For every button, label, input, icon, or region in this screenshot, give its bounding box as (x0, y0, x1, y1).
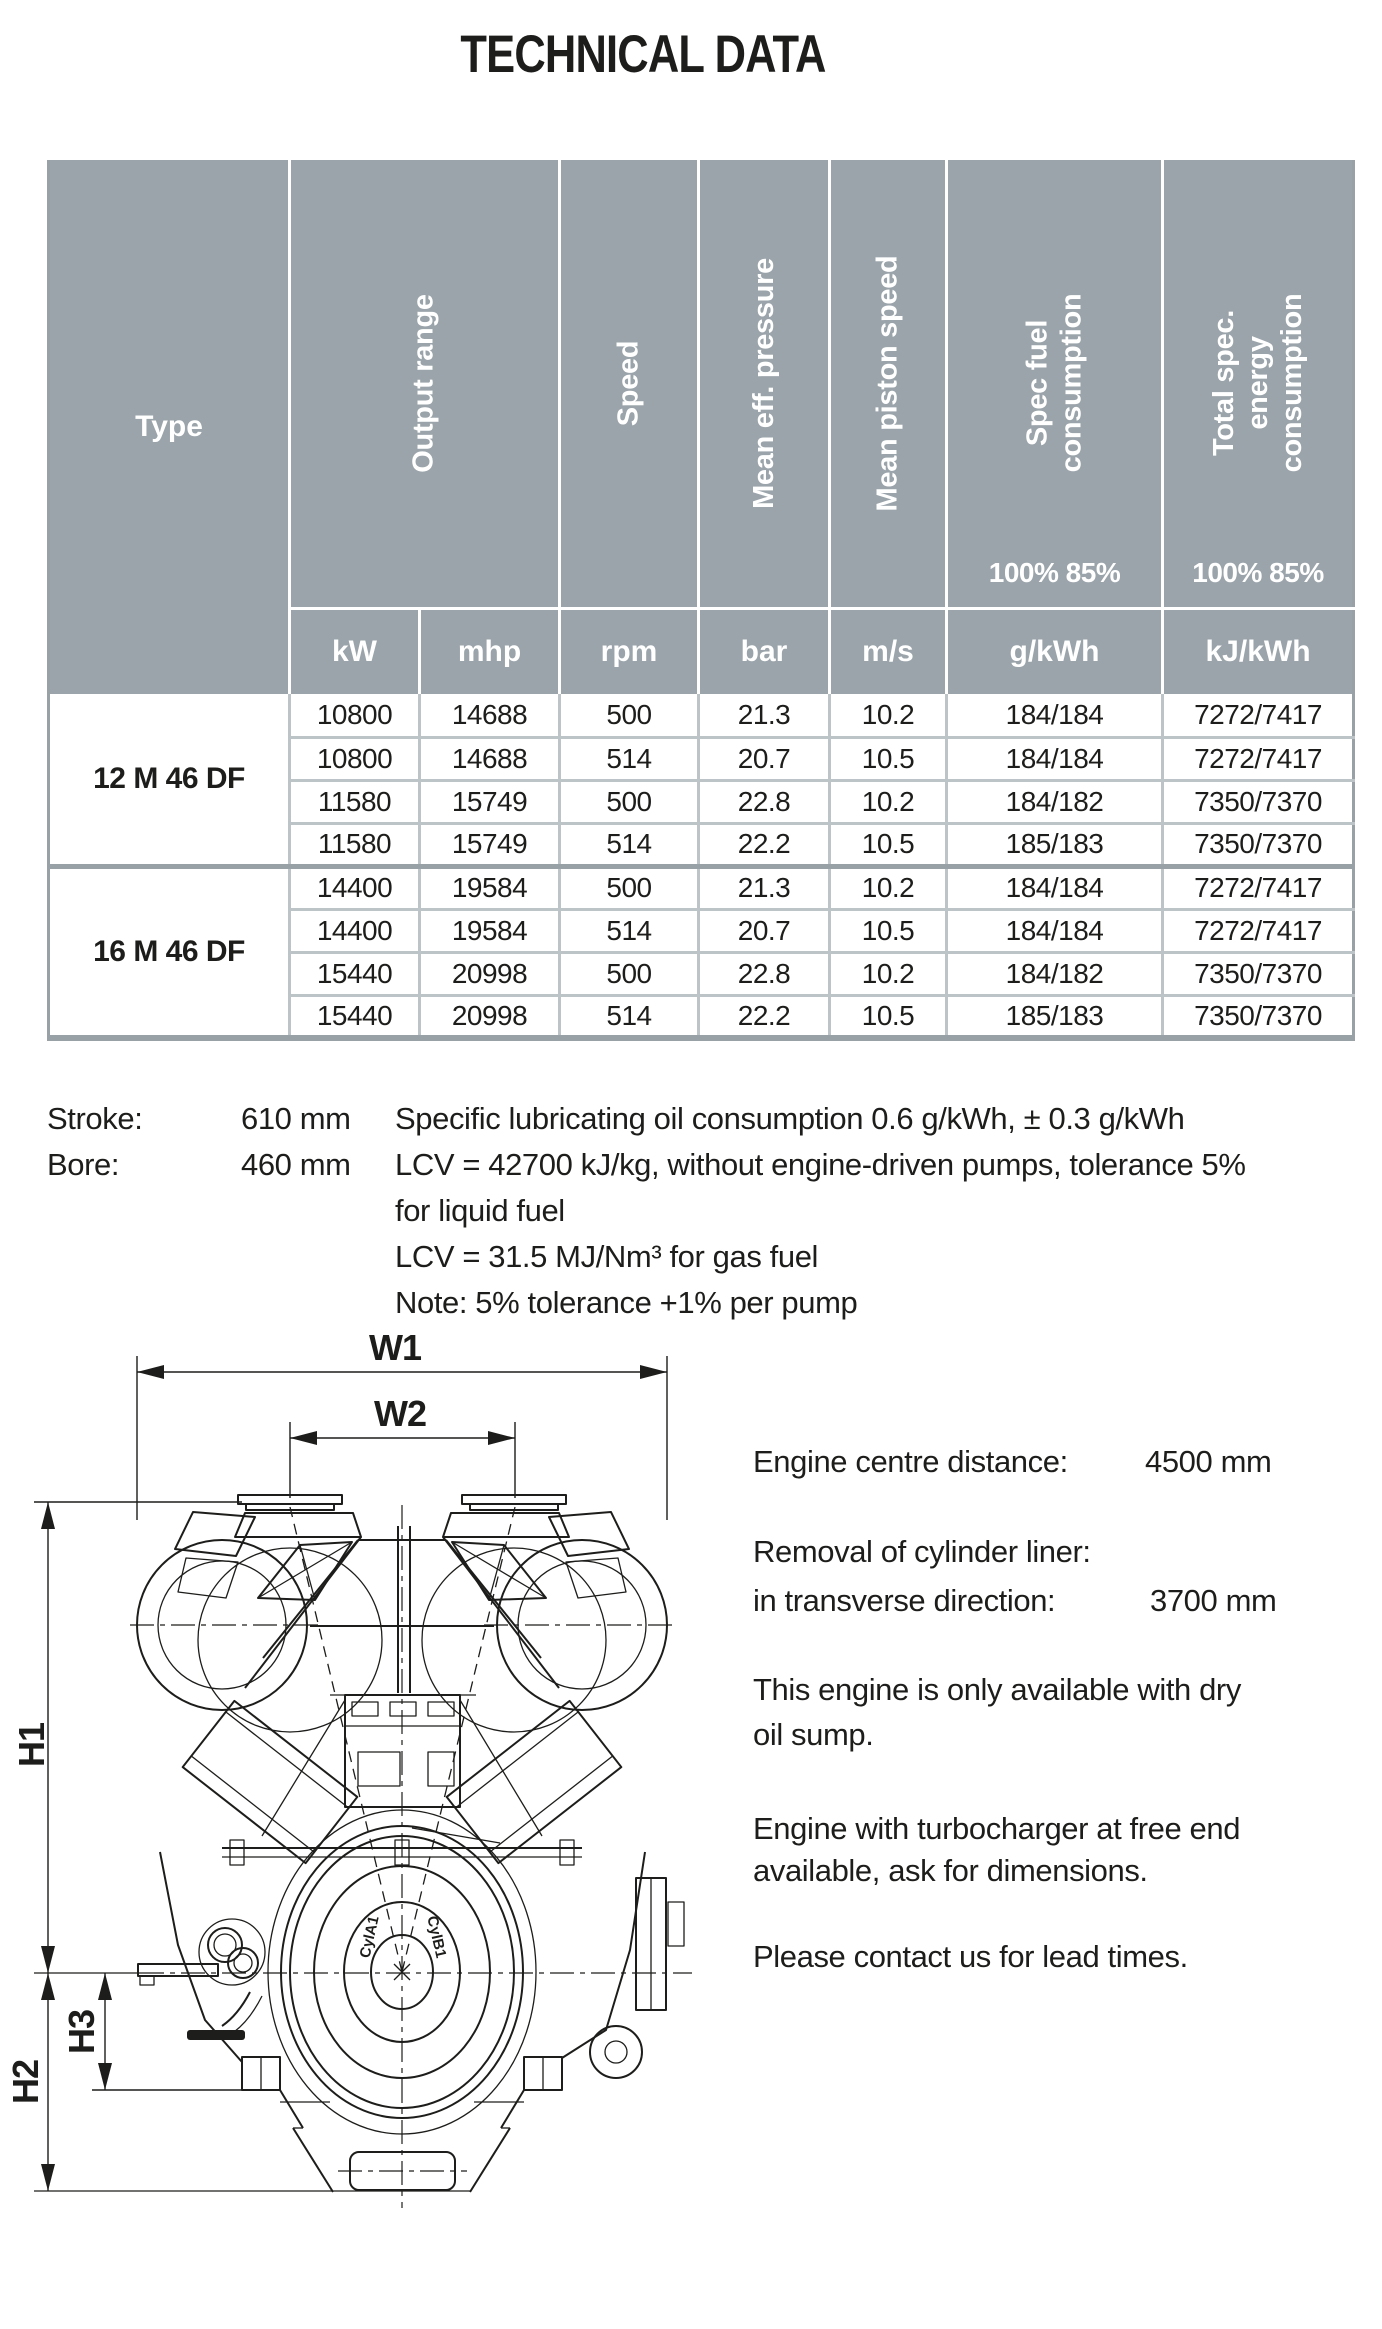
col-header-mean-eff-pressure (699, 160, 830, 608)
unit-gkwh: g/kWh (947, 608, 1163, 694)
value-cell: 20998 (420, 952, 560, 995)
value-cell: 20.7 (699, 737, 830, 780)
liner-removal-line1: Removal of cylinder liner: (753, 1534, 1091, 1569)
col-header-speed (560, 160, 699, 608)
header-row-main (49, 160, 1354, 608)
unit-mhp: mhp (420, 608, 560, 694)
value-cell: 14688 (420, 694, 560, 737)
dim-label-w1: W1 (369, 1327, 421, 1368)
centre-distance-label: Engine centre distance: (753, 1444, 1068, 1479)
col-header-mean-eff-pressure-label: Mean eff. pressure (747, 257, 780, 509)
col-header-mean-piston-speed (830, 160, 947, 608)
cylinder-b1-label: CylB1 (423, 1914, 450, 1960)
lead-times-note: Please contact us for lead times. (753, 1939, 1188, 1974)
value-cell: 500 (560, 866, 699, 909)
dry-sump-line1: This engine is only available with dry (753, 1672, 1241, 1707)
col-header-output-range-label: Output range (407, 294, 440, 473)
value-cell: 14400 (290, 909, 420, 952)
value-cell: 19584 (420, 866, 560, 909)
col-header-type (49, 160, 290, 694)
value-cell: 20.7 (699, 909, 830, 952)
table-row (49, 694, 1354, 737)
spec-fuel-load-points: 100% 85% (988, 556, 1121, 588)
bore-value: 460 mm (241, 1147, 351, 1182)
note-line: for liquid fuel (395, 1193, 565, 1228)
value-cell: 21.3 (699, 694, 830, 737)
value-cell: 514 (560, 995, 699, 1038)
value-cell: 22.8 (699, 780, 830, 823)
bore-label: Bore: (47, 1147, 120, 1182)
value-cell: 21.3 (699, 866, 830, 909)
value-cell: 7350/7370 (1163, 780, 1354, 823)
value-cell: 184/182 (947, 780, 1163, 823)
value-cell: 15749 (420, 780, 560, 823)
value-cell: 10.5 (830, 995, 947, 1038)
note-line: LCV = 42700 kJ/kg, without engine-driven pumps, tolerance 5% (395, 1147, 1246, 1182)
value-cell: 14688 (420, 737, 560, 780)
value-cell: 7350/7370 (1163, 995, 1354, 1038)
note-line: LCV = 31.5 MJ/Nm³ for gas fuel (395, 1239, 819, 1274)
value-cell: 22.8 (699, 952, 830, 995)
value-cell: 185/183 (947, 823, 1163, 866)
value-cell: 11580 (290, 823, 420, 866)
value-cell: 15749 (420, 823, 560, 866)
value-cell: 514 (560, 823, 699, 866)
col-header-output-range (290, 160, 560, 608)
unit-ms: m/s (830, 608, 947, 694)
value-cell: 10.5 (830, 823, 947, 866)
value-cell: 10.2 (830, 866, 947, 909)
page-title: TECHNICAL DATA (460, 25, 826, 84)
value-cell: 7272/7417 (1163, 694, 1354, 737)
dry-sump-line2: oil sump. (753, 1717, 874, 1752)
value-cell: 7350/7370 (1163, 952, 1354, 995)
value-cell: 7272/7417 (1163, 737, 1354, 780)
stroke-value: 610 mm (241, 1101, 351, 1136)
turbo-free-end-line2: available, ask for dimensions. (753, 1853, 1148, 1888)
unit-rpm: rpm (560, 608, 699, 694)
value-cell: 22.2 (699, 823, 830, 866)
note-line: Note: 5% tolerance +1% per pump (395, 1285, 858, 1320)
turbo-free-end-line1: Engine with turbocharger at free end (753, 1811, 1241, 1846)
value-cell: 500 (560, 780, 699, 823)
unit-kw: kW (290, 608, 420, 694)
value-cell: 185/183 (947, 995, 1163, 1038)
value-cell: 514 (560, 909, 699, 952)
value-cell: 14400 (290, 866, 420, 909)
engine-front-view-drawing (0, 1300, 720, 2329)
technical-data-table (47, 160, 1355, 1041)
consumption-notes (395, 1096, 1246, 1326)
table-row (49, 866, 1354, 909)
value-cell: 7272/7417 (1163, 909, 1354, 952)
dim-label-w2: W2 (374, 1393, 426, 1434)
table-body (49, 694, 1354, 1038)
col-header-spec-fuel-label: Spec fuel consumption (1021, 293, 1088, 473)
total-energy-load-points: 100% 85% (1192, 556, 1324, 588)
value-cell: 10.2 (830, 780, 947, 823)
value-cell: 10800 (290, 694, 420, 737)
value-cell: 10.2 (830, 694, 947, 737)
stroke-label: Stroke: (47, 1101, 143, 1136)
value-cell: 10.2 (830, 952, 947, 995)
col-header-spec-fuel-consumption (947, 160, 1163, 608)
value-cell: 11580 (290, 780, 420, 823)
engine-type-cell: 16 M 46 DF (49, 866, 290, 1038)
value-cell: 22.2 (699, 995, 830, 1038)
value-cell: 7350/7370 (1163, 823, 1354, 866)
col-header-total-energy-label: Total spec. energy consumption (1208, 293, 1308, 473)
cylinder-a1-label: CylA1 (356, 1914, 383, 1960)
value-cell: 10.5 (830, 737, 947, 780)
dim-label-h1: H1 (11, 1722, 52, 1768)
unit-bar: bar (699, 608, 830, 694)
value-cell: 15440 (290, 952, 420, 995)
value-cell: 19584 (420, 909, 560, 952)
value-cell: 184/184 (947, 909, 1163, 952)
table-header (49, 160, 1354, 694)
liner-removal-line2: in transverse direction: (753, 1583, 1056, 1618)
col-header-speed-label: Speed (612, 340, 645, 427)
col-header-type-label: Type (135, 410, 203, 443)
liner-removal-value: 3700 mm (1150, 1583, 1277, 1618)
value-cell: 10.5 (830, 909, 947, 952)
value-cell: 184/184 (947, 866, 1163, 909)
value-cell: 514 (560, 737, 699, 780)
value-cell: 10800 (290, 737, 420, 780)
col-header-mean-piston-speed-label: Mean piston speed (871, 255, 904, 512)
unit-kjkwh: kJ/kWh (1163, 608, 1354, 694)
value-cell: 184/182 (947, 952, 1163, 995)
value-cell: 7272/7417 (1163, 866, 1354, 909)
value-cell: 184/184 (947, 737, 1163, 780)
output-range-wrap (291, 160, 558, 607)
value-cell: 184/184 (947, 694, 1163, 737)
note-line: Specific lubricating oil consumption 0.6 g/kWh, ± 0.3 g/kWh (395, 1101, 1185, 1136)
value-cell: 500 (560, 694, 699, 737)
engine-type-cell: 12 M 46 DF (49, 694, 290, 866)
centre-distance-value: 4500 mm (1145, 1444, 1272, 1479)
value-cell: 20998 (420, 995, 560, 1038)
value-cell: 500 (560, 952, 699, 995)
dim-label-h3: H3 (61, 2009, 102, 2055)
dim-label-h2: H2 (5, 2059, 46, 2105)
value-cell: 15440 (290, 995, 420, 1038)
col-header-total-spec-energy (1163, 160, 1354, 608)
